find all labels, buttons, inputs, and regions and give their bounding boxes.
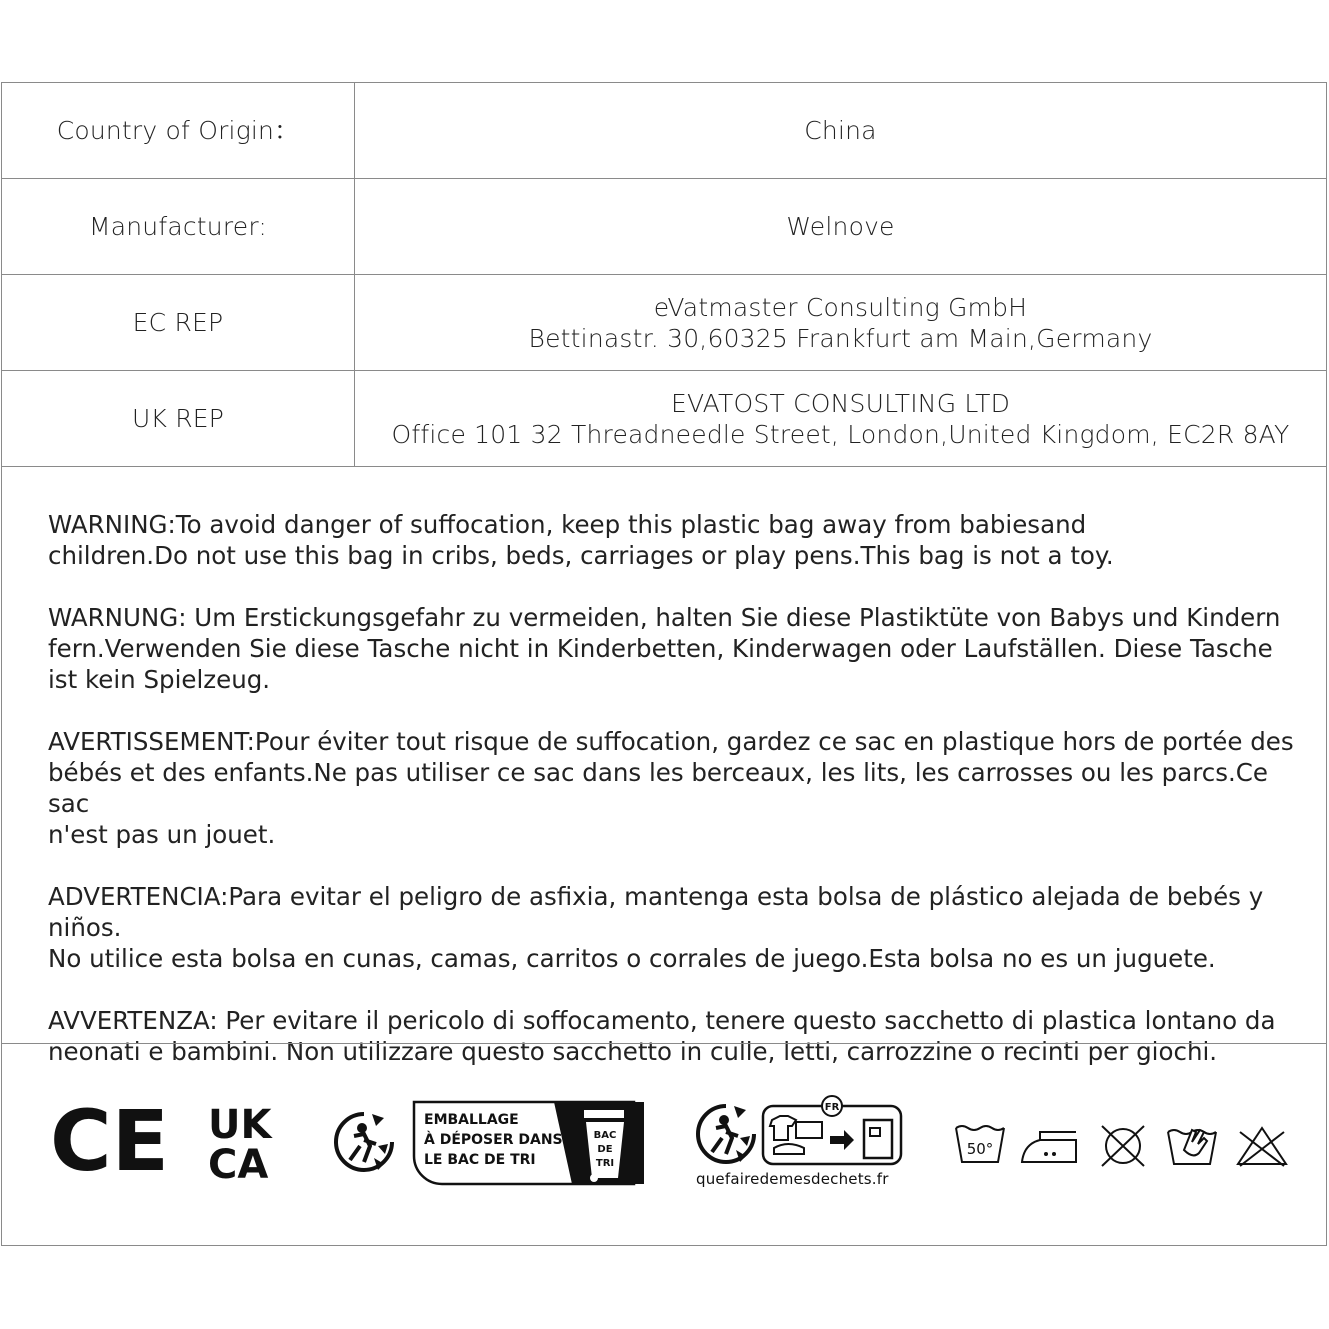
warning-fr [48, 726, 1296, 850]
ce-mark-icon [50, 1092, 170, 1190]
warning-line: AVERTISSEMENT:Pour éviter tout risque de suffocation, gardez ce sac en plastique hors de portée des [48, 727, 1294, 756]
bin-label-line: TRI [595, 1158, 615, 1169]
warning-line: bébés et des enfants.Ne pas utiliser ce sac dans les berceaux, les lits, les carrosses ou les parcs.Ce sac [48, 758, 1268, 818]
table-row [2, 371, 1326, 467]
row-value-line: China [804, 116, 877, 145]
triman-label-line: EMBALLAGE [424, 1112, 519, 1128]
triman-label-line: À DÉPOSER DANS [424, 1132, 563, 1148]
triman-label-line: LE BAC DE TRI [424, 1152, 536, 1168]
warning-line: n'est pas un jouet. [48, 820, 276, 849]
row-value-line: eVatmaster Consulting GmbH [653, 292, 1028, 322]
warning-line: WARNING:To avoid danger of suffocation, keep this plastic bag away from babiesand [48, 510, 1087, 539]
row-value-line: EVATOST CONSULTING LTD [670, 388, 1011, 418]
row-label: Country of Origin： [2, 83, 355, 179]
row-value [355, 179, 1327, 275]
row-value [355, 371, 1327, 467]
row-value-line: Bettinastr. 30,60325 Frankfurt am Main,Germany [528, 323, 1153, 353]
wash-temp-text: 50° [966, 1140, 994, 1158]
table-row [2, 179, 1326, 275]
warning-line: AVVERTENZA: Per evitare il pericolo di soffocamento, tenere questo sacchetto di plastica lontano da [48, 1006, 1276, 1035]
info-table [2, 83, 1326, 467]
certification-marks-band [2, 1043, 1326, 1247]
warning-line: ist kein Spielzeug. [48, 665, 271, 694]
ce-mark-text: CE [50, 1092, 170, 1190]
row-value-line: Office 101 32 Threadneedle Street, London,United Kingdom, EC2R 8AY [391, 419, 1290, 449]
triman-icon [332, 1110, 396, 1174]
triman-icon [694, 1102, 758, 1166]
website-label: quefairedemesdechets.fr [696, 1170, 889, 1188]
row-value [355, 83, 1327, 179]
warning-line: No utilice esta bolsa en cunas, camas, carritos o corrales de juego.Esta bolsa no es un juguete. [48, 944, 1216, 973]
warning-line: WARNUNG: Um Erstickungsgefahr zu vermeiden, halten Sie diese Plastiktüte von Babys und Kindern [48, 603, 1281, 632]
table-row [2, 275, 1326, 371]
bin-label-line: DE [597, 1144, 613, 1155]
warnings-section [48, 509, 1296, 1098]
iron-low-icon [1020, 1128, 1080, 1166]
do-not-dry-clean-icon [1098, 1122, 1148, 1170]
table-row [2, 83, 1326, 179]
warning-es [48, 881, 1296, 974]
warning-de [48, 602, 1296, 695]
warning-line: fern.Verwenden Sie diese Tasche nicht in Kinderbetten, Kinderwagen oder Laufställen. Diese Tasche [48, 634, 1273, 663]
row-label: EC REP [2, 275, 355, 371]
fr-badge-text: FR [824, 1102, 840, 1113]
row-value [355, 275, 1327, 371]
clothing-recycling-icon [760, 1092, 904, 1168]
row-label: Manufacturer: [2, 179, 355, 275]
warning-line: children.Do not use this bag in cribs, beds, carriages or play pens.This bag is not a toy. [48, 541, 1114, 570]
ukca-line-ca: CA [208, 1142, 269, 1188]
warning-line: neonati e bambini. Non utilizzare questo sacchetto in culle, letti, carrozzine o recinti per giochi. [48, 1037, 1218, 1066]
product-info-sheet [1, 82, 1327, 1246]
hand-wash-icon [1166, 1120, 1218, 1168]
row-value-line: Welnove [786, 212, 895, 241]
ukca-line-uk: UK [208, 1102, 272, 1148]
ukca-mark-icon [206, 1102, 284, 1188]
wash-50-icon [954, 1124, 1006, 1166]
recycling-bin-icon [412, 1100, 646, 1186]
do-not-bleach-icon [1234, 1124, 1290, 1168]
bin-label-line: BAC [593, 1130, 617, 1141]
row-label: UK REP [2, 371, 355, 467]
warning-line: ADVERTENCIA:Para evitar el peligro de asfixia, mantenga esta bolsa de plástico alejada de bebés y niños. [48, 882, 1264, 942]
warning-en [48, 509, 1296, 571]
